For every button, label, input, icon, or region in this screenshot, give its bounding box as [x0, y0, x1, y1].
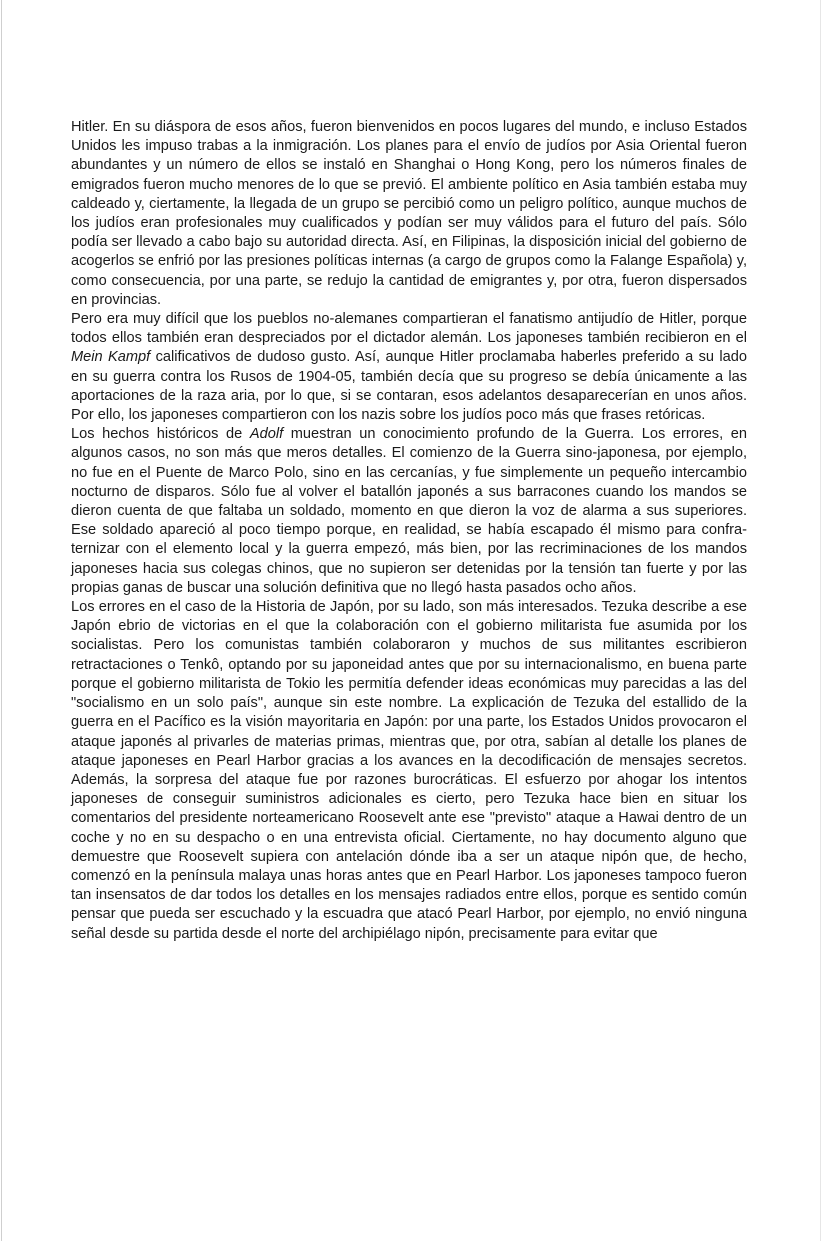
italic-book-title: Mein Kampf: [71, 349, 151, 366]
paragraph: [71, 598, 747, 944]
paragraph: [71, 310, 747, 425]
page-left-edge: [1, 0, 2, 1241]
italic-work-title: Adolf: [249, 426, 284, 443]
text-span: Pero era muy difícil que los pueblos no-alemanes compartieran el fanatismo antijudío de Hitler, porque todos ellos también eran despreciados por el dictador alemán. Los japoneses también recibieron en el: [71, 311, 747, 347]
text-span: muestran un conocimiento profundo de la Guerra. Los errores, en algunos casos, no son más que meros detalles. El comienzo de la Guerra sino-japonesa, por ejemplo, no fue en el Puente de Marco Polo, sino en las cercanías, y fue simplemente un pequeño intercambio nocturno de disparos. Sólo fue al volver el batallón japonés a sus barracones cuando los mandos se dieron cuenta de que faltaba un soldado, momento en que dieron la voz de alarma a sus superiores. Ese soldado apareció al poco tiempo porque, en realidad, se había escapado él mismo para confraternizar con el elemento local y la guerra empezó, más bien, por las recriminaciones de los mandos japoneses hacia sus colegas chinos, que no supieron ser detenidas por la tensión tan fuerte y por las propias ganas de buscar una solución definitiva que no llegó hasta pasados ocho años.: [71, 426, 747, 596]
text-span: Los hechos históricos de: [71, 426, 250, 443]
body-text: [71, 118, 747, 944]
paragraph: [71, 118, 747, 310]
text-span: calificativos de dudoso gusto. Así, aunque Hitler proclamaba haberles preferido a su lado en su guerra contra los Rusos de 1904-05, también decía que su progreso se debía únicamente a las aportaciones de la raza aria, por lo que, si se contaran, esos adelantos desaparecerían en unos años. Por ello, los japoneses compartieron con los nazis sobre los judíos poco más que frases retóricas.: [71, 349, 747, 424]
text-span: Los errores en el caso de la Historia de Japón, por su lado, son más interesados. Tezuka describe a ese Japón ebrio de victorias en el que la colaboración con el gobierno militarista fue asumida por los socialistas. Pero los comunistas también colaboraron y muchos de sus militantes escribieron retractaciones o Tenkô, optando por su japoneidad antes que por su internacionalismo, en buena parte porque el gobierno militarista de Tokio les permitía defender ideas económicas muy parecidas a las del "socialismo en un solo país", aunque sin este nombre. La explicación de Tezuka del estallido de la guerra en el Pacífico es la visión mayoritaria en Japón: por una parte, los Estados Unidos provocaron el ataque japonés al privarles de materias primas, mientras que, por otra, sabían al detalle los planes de ataque japoneses en Pearl Harbor gracias a los avances en la decodificación de mensajes secretos. Además, la sorpresa del ataque fue por razones burocráticas. El esfuerzo por ahogar los intentos japoneses de conseguir suministros adicionales es cierto, pero Tezuka hace bien en situar los comentarios del presidente norteamericano Roosevelt ante ese "previsto" ataque a Hawai dentro de un coche y no en su despacho o en una entrevista oficial. Ciertamente, no hay documento alguno que demuestre que Roosevelt supiera con antelación dónde iba a ser un ataque nipón que, de hecho, comenzó en la península malaya unas horas antes que en Pearl Harbor. Los japoneses tampoco fueron tan insensatos de dar todos los detalles en los mensajes radiados entre ellos, porque es sentido común pensar que pueda ser escuchado y la escuadra que atacó Pearl Harbor, por ejemplo, no envió ninguna señal desde su partida desde el norte del archipiélago nipón, precisamente para evitar que: [71, 599, 747, 942]
text-span: Hitler. En su diáspora de esos años, fueron bienvenidos en pocos lugares del mundo, e incluso Estados Unidos les impuso trabas a la inmigración. Los planes para el envío de judíos por Asia Oriental fueron abundantes y un número de ellos se instaló en Shanghai o Hong Kong, pero los números finales de emigrados fueron mucho menores de lo que se previó. El ambiente político en Asia también estaba muy caldeado y, ciertamente, la llegada de un grupo se percibió como un peligro político, aunque muchos de los judíos eran profesionales muy cualificados y podían ser muy válidos para el futuro del país. Sólo podía ser llevado a cabo bajo su autoridad directa. Así, en Filipinas, la disposición inicial del gobierno de acogerlos se enfrió por las presiones políticas internas (a cargo de grupos como la Falange Española) y, como consecuencia, por una parte, se redujo la cantidad de emigrantes y, por otra, fueron dispersados en provincias.: [71, 119, 747, 308]
paragraph: [71, 425, 747, 598]
